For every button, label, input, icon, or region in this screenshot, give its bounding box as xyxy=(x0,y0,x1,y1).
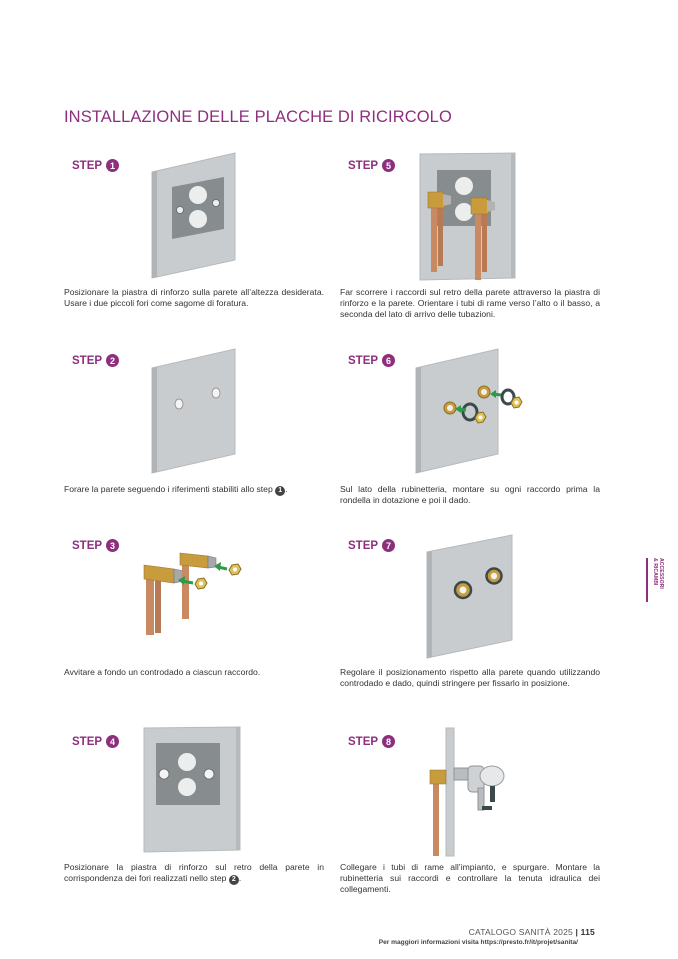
step-6-illustration xyxy=(410,346,530,478)
step-3-heading xyxy=(72,539,119,552)
page-title: INSTALLAZIONE DELLE PLACCHE DI RICIRCOLO xyxy=(64,108,452,126)
step-6-heading xyxy=(348,354,395,367)
step-7-number: 7 xyxy=(382,539,395,552)
step-5-number: 5 xyxy=(382,159,395,172)
step-2-ref-badge: 1 xyxy=(275,486,285,496)
step-7-heading xyxy=(348,539,395,552)
step-4-description xyxy=(64,862,324,885)
footer-catalog-line xyxy=(469,927,595,937)
step-8-number: 8 xyxy=(382,735,395,748)
step-2-description xyxy=(64,484,334,496)
step-6-description: Sul lato della rubinetteria, montare su ogni raccordo prima la rondella in dotazione e poi il dado. xyxy=(340,484,600,505)
step-2-word: STEP xyxy=(72,354,103,367)
step-4-illustration xyxy=(140,724,246,858)
step-7-word: STEP xyxy=(348,539,379,552)
step-1-heading xyxy=(72,159,119,172)
side-section-tab[interactable] xyxy=(646,558,676,602)
step-4-text-end: . xyxy=(238,873,242,883)
step-4-ref-badge: 2 xyxy=(229,875,239,885)
step-4-word: STEP xyxy=(72,735,103,748)
step-2-text: Forare la parete seguendo i riferimenti stabiliti allo step xyxy=(64,484,276,494)
step-8-word: STEP xyxy=(348,735,379,748)
step-5-description: Far scorrere i raccordi sul retro della parete attraverso la piastra di rinforzo e la parete. Orientare i tubi di rame verso l’alto o il basso, a seconda del lato di arrivo delle tubazioni. xyxy=(340,287,600,319)
side-tab-line-2: & RICAMBI xyxy=(652,558,658,586)
step-4-text: Posizionare la piastra di rinforzo sul retro della parete in corrispondenza dei fori realizzati nello step xyxy=(64,862,324,883)
footer-separator: | xyxy=(575,927,579,937)
footer-catalog: CATALOGO SANITÀ 2025 xyxy=(468,927,573,937)
step-5-heading xyxy=(348,159,395,172)
footer-info-link[interactable]: Per maggiori informazioni visita https://presto.fr/it/projet/sanita/ xyxy=(378,939,578,946)
step-3-word: STEP xyxy=(72,539,103,552)
step-4-heading xyxy=(72,735,119,748)
step-1-illustration xyxy=(145,150,245,282)
step-5-word: STEP xyxy=(348,159,379,172)
step-3-illustration xyxy=(138,545,250,641)
footer-page-number: 115 xyxy=(580,927,595,937)
step-1-description: Posizionare la piastra di rinforzo sulla parete all’altezza desiderata. Usare i due piccoli fori come sagome di foratura. xyxy=(64,287,324,308)
step-8-illustration xyxy=(420,726,510,860)
step-6-word: STEP xyxy=(348,354,379,367)
step-3-description: Avvitare a fondo un controdado a ciascun raccordo. xyxy=(64,667,261,677)
step-4-number: 4 xyxy=(106,735,119,748)
side-tab-label xyxy=(652,558,664,602)
step-3-number: 3 xyxy=(106,539,119,552)
step-2-text-end: . xyxy=(285,484,288,494)
step-5-illustration xyxy=(415,150,521,284)
step-2-heading xyxy=(72,354,119,367)
step-8-description: Collegare i tubi di rame all’impianto, e spurgare. Montare la rubinetteria sui raccordi e controllare la tenuta idraulica dei collegamenti. xyxy=(340,862,600,894)
step-6-number: 6 xyxy=(382,354,395,367)
step-2-illustration xyxy=(145,346,245,478)
step-2-number: 2 xyxy=(106,354,119,367)
side-tab-line-1: ACCESSORI xyxy=(658,558,664,589)
step-8-heading xyxy=(348,735,395,748)
step-1-number: 1 xyxy=(106,159,119,172)
step-7-illustration xyxy=(422,532,518,662)
step-7-description: Regolare il posizionamento rispetto alla parete quando utilizzando controdado e dado, quindi stringere per fissarlo in posizione. xyxy=(340,667,600,688)
step-1-word: STEP xyxy=(72,159,103,172)
